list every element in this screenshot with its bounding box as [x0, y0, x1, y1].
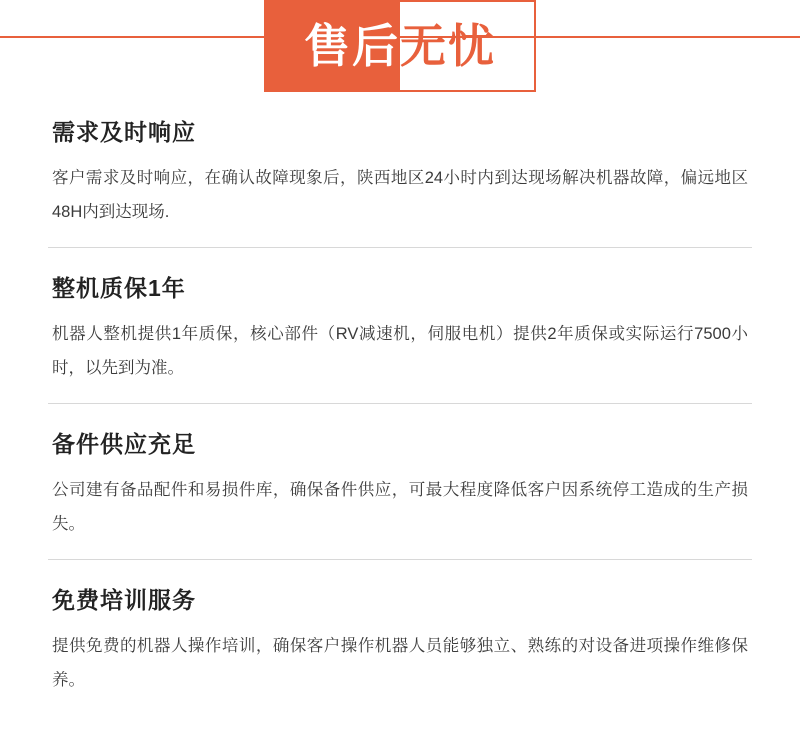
section-body: 公司建有备品配件和易损件库，确保备件供应，可最大程度降低客户因系统停工造成的生产损失。 — [52, 481, 748, 533]
section-item — [48, 404, 752, 560]
section-body: 提供免费的机器人操作培训，确保客户操作机器人员能够独立、熟练的对设备进项操作维修保养。 — [52, 637, 748, 689]
section-item — [48, 248, 752, 404]
section-item — [48, 92, 752, 248]
banner-title-highlight: 售后 — [304, 20, 400, 72]
section-title: 整机质保1年 — [52, 275, 186, 301]
section-title: 备件供应充足 — [52, 431, 196, 457]
banner-title-box — [264, 0, 536, 92]
section-title: 需求及时响应 — [52, 119, 196, 145]
section-body: 机器人整机提供1年质保，核心部件（RV减速机，伺服电机）提供2年质保或实际运行7500小时，以先到为准。 — [52, 325, 748, 377]
section-list — [0, 92, 800, 715]
section-item — [48, 560, 752, 715]
banner-title — [304, 20, 496, 72]
section-title: 免费培训服务 — [52, 587, 196, 613]
banner-inner — [264, 0, 536, 92]
header-banner — [0, 0, 800, 92]
section-body: 客户需求及时响应，在确认故障现象后，陕西地区24小时内到达现场解决机器故障，偏远地区48H内到达现场. — [52, 169, 748, 221]
banner-title-rest: 无忧 — [400, 20, 496, 72]
